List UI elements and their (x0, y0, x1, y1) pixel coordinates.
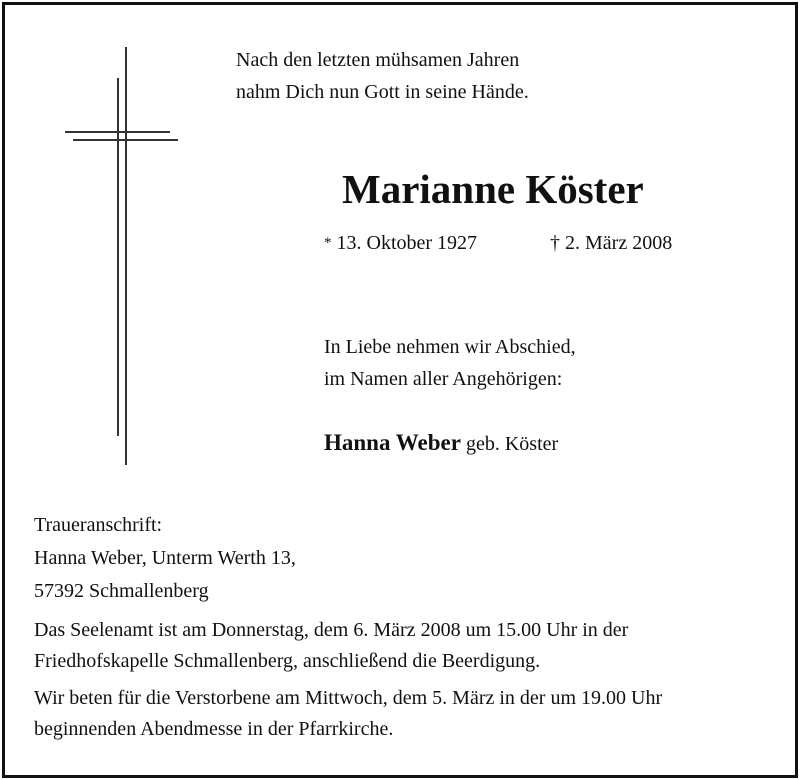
dagger-icon: † (550, 232, 560, 254)
birth-date-line (324, 228, 477, 258)
address-line-1: Hanna Weber, Unterm Werth 13, (34, 547, 296, 569)
farewell-line-1: In Liebe nehmen wir Abschied, (324, 336, 576, 358)
mass-line-1: Wir beten für die Verstorbene am Mittwoch, dem 5. März in der um 19.00 Uhr (34, 687, 663, 709)
address-label: Traueranschrift: (34, 514, 163, 536)
service-line-2: Friedhofskapelle Schmallenberg, anschließend die Beerdigung. (34, 650, 541, 672)
deceased-name: Marianne Köster (342, 166, 644, 212)
verse-line-2: nahm Dich nun Gott in seine Hände. (236, 81, 529, 103)
birth-date: 13. Oktober 1927 (336, 232, 478, 254)
death-date: 2. März 2008 (565, 232, 673, 254)
star-icon: * (324, 235, 332, 251)
address-line-2: 57392 Schmallenberg (34, 580, 209, 602)
verse-line-1: Nach den letzten mühsamen Jahren (236, 49, 520, 71)
farewell-line-2: im Namen aller Angehörigen: (324, 368, 563, 390)
mourner (324, 428, 558, 459)
death-date-line (550, 228, 672, 258)
mass-line-2: beginnenden Abendmesse in der Pfarrkirche. (34, 718, 394, 740)
mourner-suffix: geb. Köster (465, 433, 559, 455)
mourner-name: Hanna Weber (324, 430, 461, 455)
service-line-1: Das Seelenamt ist am Donnerstag, dem 6. März 2008 um 15.00 Uhr in der (34, 619, 629, 641)
